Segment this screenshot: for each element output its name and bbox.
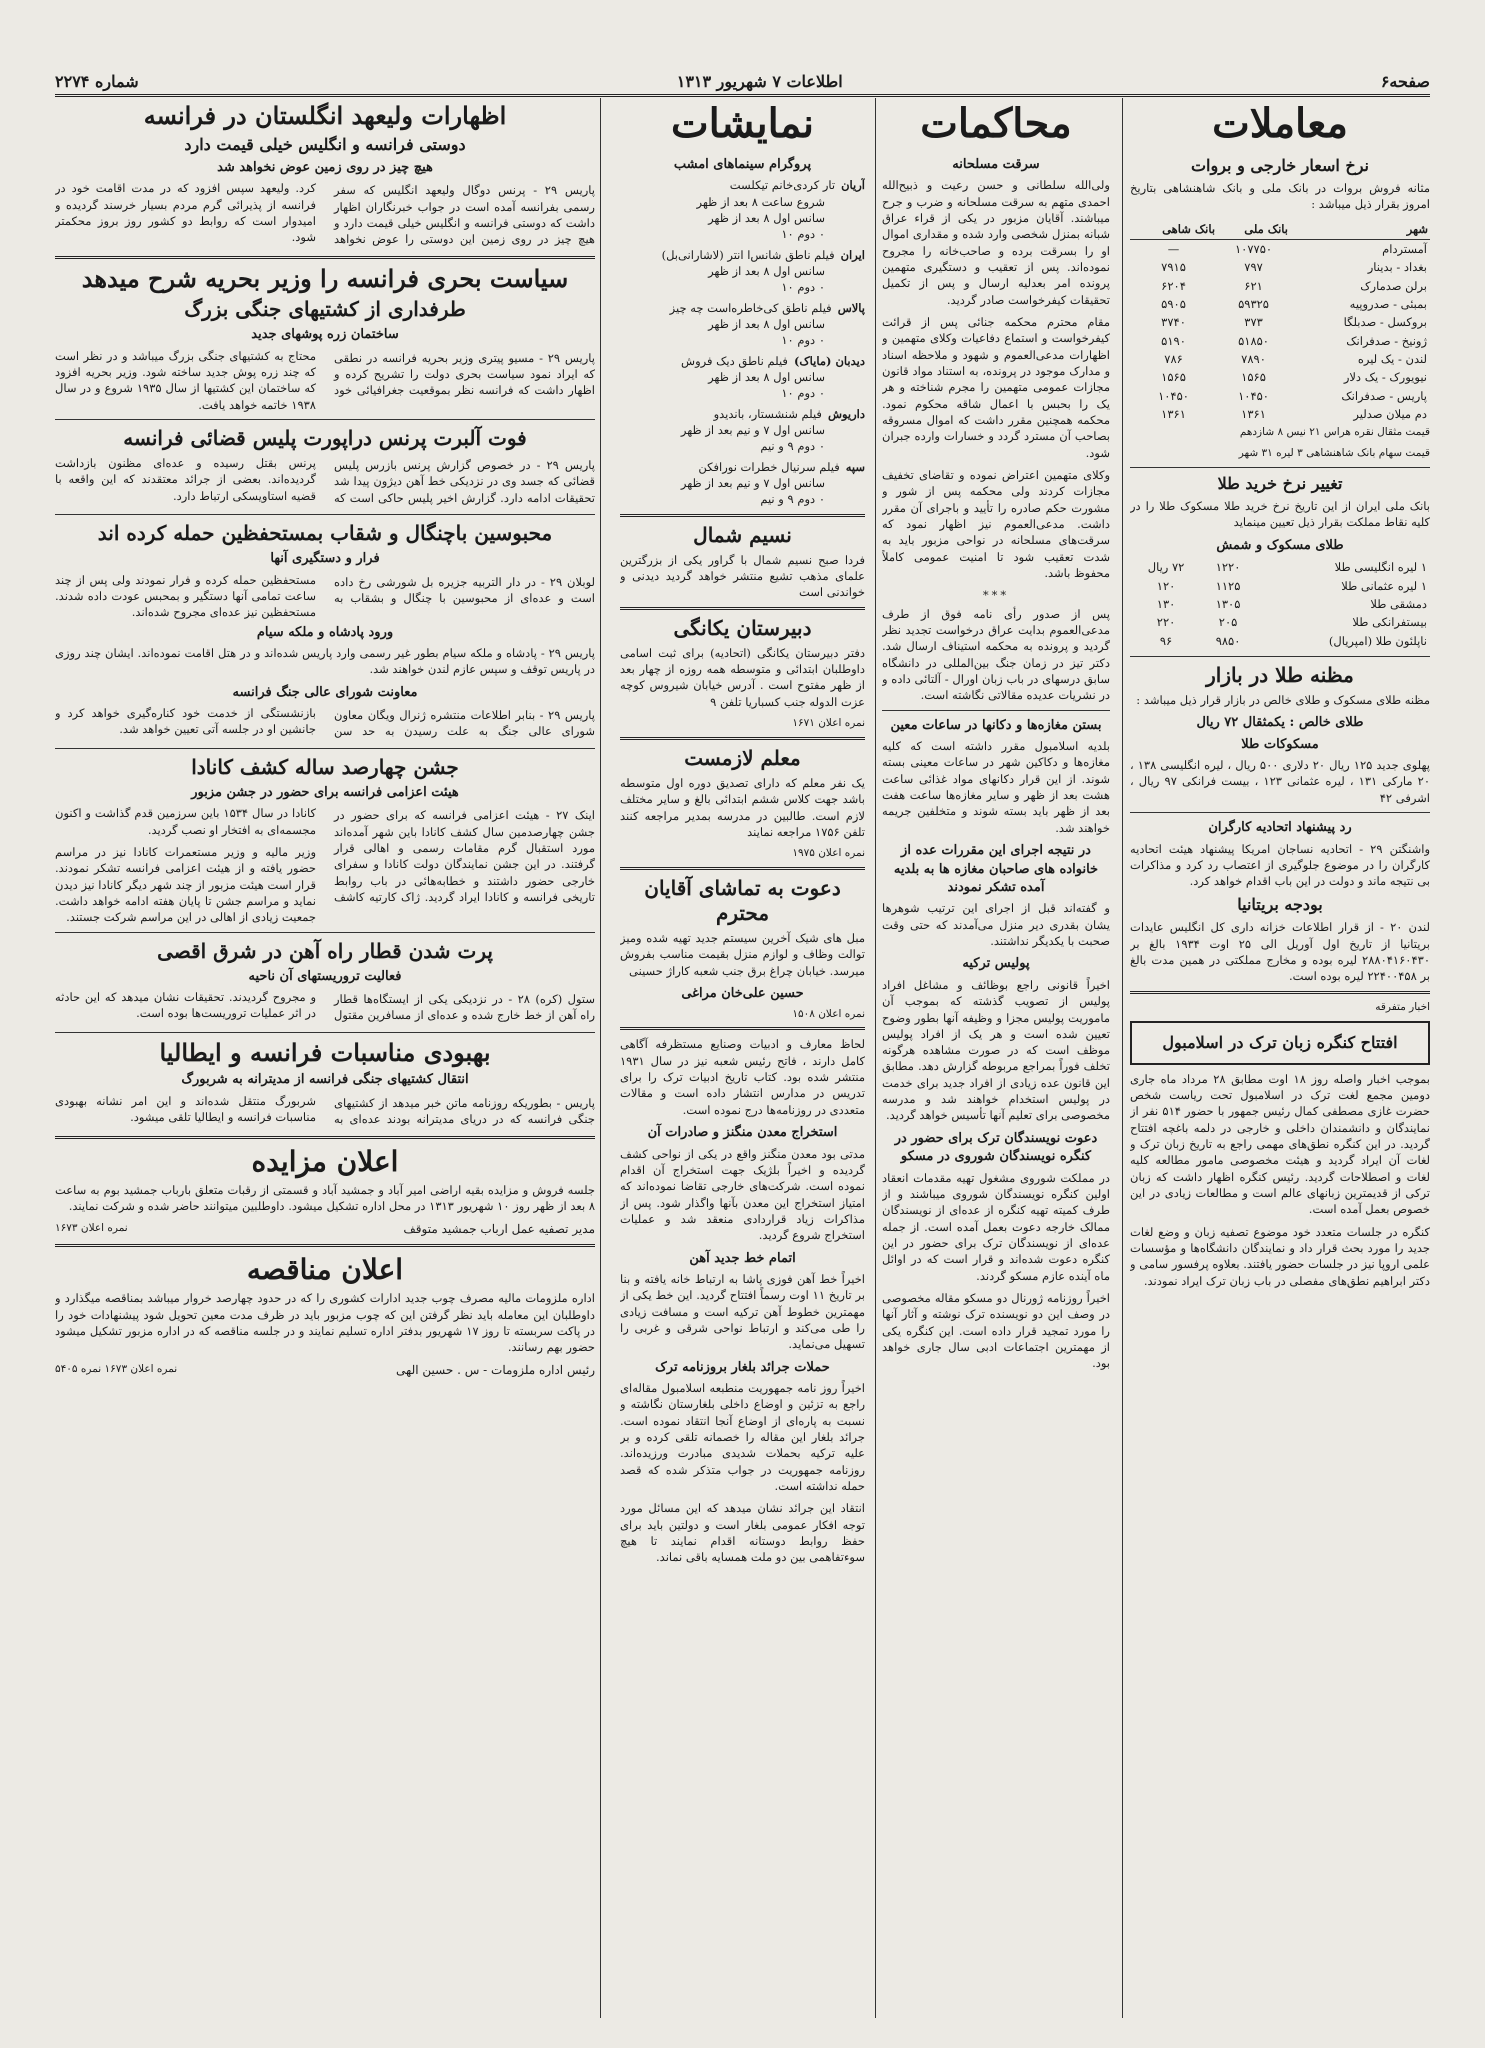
rate-cell: پاریس - صدفرانک [1341, 388, 1427, 403]
rate-cell: لندن - یک لیره [1357, 351, 1427, 366]
page-number-label: صفحه۶ [1380, 71, 1430, 91]
escape-title: فرار و دستگیری آنها [270, 551, 380, 567]
cinema-name: ایران [840, 247, 865, 262]
bazaar-text: مظنه طلای مسکوک و طلای خالص در بازار قرار ذیل میباشد : [1136, 692, 1430, 707]
rate-row [1130, 313, 1430, 331]
rate-cell: ۳۷۴۰ [1161, 315, 1186, 330]
rate-row [1130, 405, 1430, 423]
gold-cell: ۱ لیره عثمانی طلا [1341, 578, 1427, 593]
theft-text-3: وکلای متهمین اعتراض نموده و تقاضای تخفیف مجازات کردند ولی محکمه پس از شور و مشورت حکم صادره را تأیید و باجرای آن مقرر داشت. مدعی‌العموم نیز اظهار نمود که سرقت‌های مسلحانه در نواحی مزبور باید به شدت تعقیب شود تا امنیت عمومی کاملاً محفوظ باشد. [882, 468, 1110, 580]
gold-cell: ۱۲۲۰ [1215, 560, 1241, 575]
rate-cell: ۷۹۷ [1244, 260, 1263, 275]
escape-text: لوبلان ۲۹ - در دار التربیه جزیره بل شورشی رخ داده است و عده‌ای از محبوسین با چنگال و بشقاب به مستحفظین حمله کرده و فرار نمودند ولی پس از چند ساعت تمامی آنها دستگیر و بمحبس عودت داده شدند. مستحفظین نیز عده‌ای مجروح شده‌اند. [55, 572, 595, 620]
school-text: دفتر دبیرستان یکانگی (اتحادیه) برای ثبت اسامی داوطلبان ابتدائی و متوسطه همه روزه از چهار بعد از ظهر مفتوح است . آدرس خیابان شیروس کوچه عزت الدوله جنب کسباریا تلفن ۹ [620, 645, 865, 709]
rate-cell: بروکسل - صدبلگا [1343, 315, 1427, 330]
notice-text: لحاظ معارف و ادبیات وصنایع مستظرفه آگاهی کامل دارند ، فاتح رئیس شعبه نیز در سال ۱۹۳۱ منتشر شده بود. کتاب تاریخ ادبیات ترک را برای تدریس در مدارس انتشار داده است و مقالات متعددی در روزنامه‌ها درج نموده است. [620, 1037, 865, 1117]
fx-rate-table [1130, 219, 1430, 424]
police-title: پولیس ترکیه [962, 956, 1030, 972]
shows-title: نمایشات [670, 100, 815, 147]
gold-cell: دمشقی طلا [1370, 596, 1427, 611]
prisoner-title: محبوسین باچنگال و شقاب بمستحفظین حمله کرده اند [97, 521, 553, 546]
invite-owner: حسین علی‌خان مراغی [681, 986, 804, 1002]
rate-row [1130, 332, 1430, 350]
auction-signature: مدیر تصفیه عمل ارباب جمشید متوقف [403, 1221, 595, 1236]
headline: اظهارات ولیعهد انگلستان در فرانسه [143, 101, 507, 130]
gold-cell: ۲۰۵ [1218, 615, 1238, 630]
rate-cell: بمبئی - صدروپیه [1349, 296, 1427, 311]
separator-stars: *** [982, 588, 1010, 603]
auction-text: جلسه فروش و مزایده بقیه اراضی امیر آباد و جمشید آباد و قسمتی از رقبات متعلق بارباب جمشید بوم به ساعت ۸ بعد از ظهر روز ۱۰ شهریور ۱۳۱۳ در محل اداره تشکیل میشود. داوطلبین میتوانند حاضر شده و شرکت نمایند. [55, 1183, 595, 1214]
council-text: پاریس ۲۹ - بنابر اطلاعات منتشره ژنرال ویگان معاون شورای عالی جنگ به علت رسیدن به حد سن بازنشستگی از خدمت خود کناره‌گیری خواهد کرد و جانشین او در جلسه آتی تعیین خواهد شد. [55, 706, 595, 739]
rate-cell: ۶۲۰۴ [1161, 278, 1186, 293]
train-title: پرت شدن قطار راه آهن در شرق اقصی [157, 938, 493, 963]
cinema-session: سانس اول ۷ و نیم بعد از ظهر [680, 423, 825, 438]
rail-title: اتمام خط جدید آهن [689, 1250, 796, 1266]
school-title: دبیرستان یکانگی [673, 615, 812, 640]
gold-cell: ۱۳۰۵ [1215, 596, 1241, 611]
rate-row [1130, 258, 1430, 276]
rate-cell: برلن صدمارک [1360, 278, 1427, 293]
budget-title: بودجه بریتانیا [1237, 895, 1323, 915]
rate-cell: ۵۹۰۵ [1161, 296, 1186, 311]
cinema-session: ۰ دوم ۹ و نیم [760, 439, 825, 454]
nasim-text: فردا صبح نسیم شمال با گراور یکی از بزرگترین علمای مذهب تشیع منتشر خواهد گردید دیدنی و خواندنی است [620, 552, 865, 600]
column-foreign-news [55, 98, 595, 2028]
rate-row [1130, 387, 1430, 405]
rate-table-header: شهر [1290, 219, 1430, 240]
article-1-text: پاریس ۲۹ - پرنس دوگال ولیعهد انگلیس که سفر رسمی بفرانسه آمده است در جواب خبرنگاران اظهار داشت که دوستی فرانسه و انگلیس خیلی قیمت دارد و هیچ چیز در روی زمین این دوستی را عوض نخواهد کرد. ولیعهد سپس افزود که در مدت اقامت خود در فرانسه از پذیرائی گرم مردم بسیار خرسند گردیده و امیدوار است که روابط دو کشور روز بروز محکمتر شود. [55, 181, 595, 247]
gold-cell: ۱ لیره انگلیسی طلا [1334, 560, 1427, 575]
invite-text: مبل های شیک آخرین سیستم جدید تهیه شده ومیز توالت وظاف و لوازم منزل بقیمت مناسب بفروش میرسد. خیابان چراغ برق جنب شعبه کاراژ حسینی [620, 931, 865, 978]
workers-text: واشنگتن ۲۹ - اتحادیه نساجان امریکا پیشنهاد هیئت اتحادیه کارگران را در موضوع جلوگیری از اعتصاب رد کرد و مذاکرات بی نتیجه ماند و دولت در این باب اقدام خواهد کرد. [1130, 841, 1430, 889]
navy-title: سیاست بحری فرانسه را وزیر بحریه شرح میدهد [81, 263, 569, 293]
cinema-entry [620, 459, 865, 508]
shops-text: بلدیه اسلامبول مقرر داشته است که کلیه مغازه‌ها و دکاکین شهر در ساعات معینی بسته شوند. از این قرار دکانهای مواد غذائی ساعت هشت بعد از ظهر و سایر مغازه‌ها ساعت هفت بعد از ظهر باید بسته شوند و متخلفین جریمه خواهند شد. [882, 739, 1110, 835]
bulgar-text-2: انتقاد این جرائد نشان میدهد که این مسائل مورد توجه افکار عمومی بلغار است و دولتین باید برای حفظ روابط دوستانه اقدام نمایند تا هیچ سوءتفاهمی بین دو ملت همسایه باقی نماند. [620, 1501, 865, 1565]
cinema-session: شروع ساعت ۸ بعد از ظهر [696, 194, 825, 209]
mine-title: استخراج معدن منگنز و صادرات آن [647, 1125, 838, 1141]
fx-heading: نرخ اسعار خارجی و بروات [1190, 156, 1370, 175]
bulgar-text: اخیراً روز نامه جمهوریت منطبعه اسلامبول مقاله‌ای راجع به تزئین و اوضاع داخلی بلغارستان نگاشته و نسبت به پاره‌ای از اوضاع آنجا انتقاد نموده است. جرائد بلغار این مقاله را خصمانه تلقی کرده و بر علیه ترکیه بحملات شدیدی مبادرت ورزیده‌اند. روزنامه جمهوریت در جواب متذکر شده که قصد حمله نداشته است. [620, 1381, 865, 1494]
teacher-ad-number: نمره اعلان ۱۹۷۵ [792, 847, 865, 860]
rate-row [1130, 350, 1430, 368]
rate-cell: ۱۵۶۵ [1161, 370, 1186, 385]
issue-number: شماره ۲۲۷۴ [55, 71, 139, 91]
rate-table-header: بانک شاهی [1130, 219, 1217, 240]
gold-row [1130, 613, 1430, 631]
cinema-film: فیلم سرنیال خطرات نورافکن [698, 459, 840, 474]
lecture-text: پس از صدور رأی نامه فوق از طرف مدعی‌العموم بدایت عراق درخواست تجدید نظر گردید و پرونده به محکمه استیناف ارسال شد. دکتر تیز در زمان جنگ بین‌المللی در دانشگاه سابق درسهای در باب زبان اورال - آلتائی داده و در نشریات عدیده مقالاتی نگاشته است. [882, 606, 1110, 703]
cinema-name: داریوش [827, 406, 865, 421]
rate-cell: ۱۵۶۵ [1241, 370, 1266, 385]
rail-text: اخیراً خط آهن فوزی پاشا به ارتباط خانه یافته و بنا بر تاریخ ۱۱ اوت رسماً افتتاح گردید. این خط یکی از مهمترین خطوط آهن ترکیه است و مسافت زیادی را طی می‌کند و ارتباط نواحی شرقی و غربی را تسهیل می‌نماید. [620, 1271, 865, 1352]
gold-cell: ۱۱۲۵ [1215, 578, 1241, 593]
rate-cell: ۵۱۸۵۰ [1238, 333, 1269, 348]
rate-cell: آمستردام [1382, 241, 1427, 256]
canada-text-2: وزیر مالیه و وزیر مستعمرات کانادا نیز در مراسم حضور یافته و از هیئت اعزامی فرانسه تشکر نمودند. قرار است هیئت مزبور از چند شهر دیگر کانادا نیز دیدن نماید و مراسم جشن تا پایان هفته ادامه خواهد داشت. جمعیت زیادی از اهالی در این مراسم شرکت جستند. [55, 844, 316, 925]
congress-text-2: کنگره در جلسات متعدد خود موضوع تصفیه زبان و وضع لغات جدید را مورد بحث قرار داد و نمایندگان دانشگاه‌ها و مؤسسات علمی اروپا نیز در جلسات حضور یافتند. بعلاوه پرفسور سامی و دکتر ابراهیم نطق‌های مفصلی در باب زبان ترک ایراد نمودند. [1130, 1224, 1430, 1288]
auction-ad-number: نمره اعلان ۱۶۷۳ [55, 1221, 128, 1234]
cinema-session: سانس اول ۸ بعد از ظهر [708, 370, 825, 385]
coins-title: مسکوکات طلا [1241, 736, 1319, 752]
cinema-entry [620, 247, 865, 296]
relations-sub: انتقال کشتیهای جنگی فرانسه از مدیترانه به شربورگ [181, 1072, 469, 1088]
gold-row [1130, 558, 1430, 576]
navy-text: پاریس ۲۹ - مسیو پیتری وزیر بحریه فرانسه در نطقی که ایراد نمود سیاست بحری دولت را تشریح کرده و اظهار داشت که فرانسه نظر بموقعیت جغرافیائی خود محتاج به کشتیهای جنگی بزرگ میباشد و در نظر است که چند زره پوش جدید ساخته شود. وزیر بحریه افزود که ساختمان این کشتیها از سال ۱۹۳۵ شروع و در سال ۱۹۳۸ خاتمه خواهد یافت. [55, 348, 595, 412]
writers-title: دعوت نویسندگان ترک برای حضور در کنگره نویسندگان شوروی در مسکو [894, 1130, 1098, 1165]
gold-cell: ۱۳۰ [1156, 596, 1176, 611]
rate-cell: ۶۲۱ [1244, 278, 1263, 293]
cinema-film: فیلم ناطق شانس‌ا انتر (لاشارانی‌بل) [661, 247, 835, 262]
rate-cell: بغداد - بدینار [1367, 260, 1427, 275]
bulgar-title: حملات جرائد بلغار بروزنامه ترک [655, 1359, 830, 1375]
auction-title: اعلان مزایده [251, 1144, 399, 1178]
tender-text: اداره ملزومات مالیه مصرف چوب جدید ادارات کشوری را که در حدود چهارصد خروار میباشد بمناقصه میگذارد و داوطلبان این معامله باید نظر گرفتن این که چوب مزبور باید در ظرف مدت معین تحویل شود پیشنهادات خود را در پاکت سربسته تا روز ۱۷ شهریور بدفتر اداره تسلیم نمایند و در جلسه مناقصه که در اداره مزبور تشکیل میشود حضور بهم رسانند. [55, 1291, 595, 1355]
rate-cell: ۷۸۹۰ [1241, 351, 1266, 366]
king-title: ورود پادشاه و ملکه سیام [256, 624, 394, 640]
fx-intro: مثانه فروش بروات در بانک ملی و بانک شاهنشاهی بتاریخ امروز بقرار ذیل میباشد : [1130, 181, 1430, 212]
cinema-session: سانس اول ۸ بعد از ظهر [708, 264, 825, 279]
cinema-session: ۰ دوم ۱۰ [781, 333, 825, 348]
rate-cell: ۱۳۶۱ [1241, 406, 1266, 421]
cinema-session: سانس اول ۸ بعد از ظهر [708, 211, 825, 226]
rate-cell: ۱۰۴۵۰ [1158, 388, 1189, 403]
rate-cell: — [1167, 241, 1180, 256]
gold-cell: ۹۸۵۰ [1215, 633, 1241, 648]
writers-text-2: اخیراً روزنامه ژورنال دو مسکو مقاله مخصوصی در وصف این دو نویسنده ترک نوشته و آثار آنها را مورد تمجید قرار داده است. این کنگره یکی از مهمترین اجتماعات ادبی سال جاری خواهد بود. [882, 1291, 1110, 1371]
gold-row [1130, 632, 1430, 650]
budget-text: لندن ۲۰ - از قرار اطلاعات خزانه داری کل انگلیس عایدات بریتانیا از تاریخ اول آوریل الی ۲۵ اوت ۱۹۳۴ بالغ بر ۲۸۸۰۴۱۶۰۴۳۰ لیره بوده و مخارج مملکتی در همین مدت بالغ بر ۲۲۴۰۰۴۵۸ لیره بوده است. [1130, 920, 1430, 984]
gold-change-text: بانک ملی ایران از این تاریخ نرخ خرید طلا مسکوک طلا را در کلیه نقاط مملکت بقرار ذیل تعیین مینماید [1130, 499, 1430, 530]
headline-sub-1: دوستی فرانسه و انگلیس خیلی قیمت دارد [184, 134, 466, 154]
invite-title: دعوت به تماشای آقایان محترم [644, 876, 841, 926]
train-text: ستول (کره) ۲۸ - در نزدیکی یکی از ایستگاه‌ها قطار راه آهن از خط خارج شده و عده‌ای از مسافرین مقتول و مجروح گردیدند. تحقیقات نشان میدهد که این حادثه در اثر عملیات تروریست‌ها بوده است. [55, 989, 595, 1023]
gold-row [1130, 595, 1430, 613]
gold-rate-table [1130, 558, 1430, 650]
cinema-name: دیدبان (مایاک) [793, 353, 865, 368]
cinema-film: فیلم ناطق کی‌خاطره‌است چه چیز [669, 300, 832, 315]
gold-cell: ناپلئون طلا (امپریال) [1328, 633, 1427, 648]
rate-cell: ۷۸۶ [1164, 351, 1183, 366]
congress-text: بموجب اخبار واصله روز ۱۸ اوت مطابق ۲۸ مرداد ماه جاری دومین مجمع لغت ترک در اسلامبول تحت ریاست شخص حضرت غازی مصطفی کمال رئیس جمهور با حضور ۵۱۴ نفر از نمایندگان و دانشمندان داخلی و خارجی در دلمه باغچه افتتاح گردید. در این کنگره نطق‌های مهمی راجع به تاریخ زبان ترک و لغات آن ایراد گردید و هیئت مخصوصی مامور مطالعه کلیه لغات و اصطلاحات گردید. رئیس کنگره اظهار داشت که زبان ترکی از قدیمترین زبانهای عالم است و مطالعات زیادی در این خصوص بعمل آمده است. [1130, 1071, 1430, 1217]
teacher-title: معلم لازمست [684, 745, 801, 770]
nasim-title: نسیم شمال [693, 522, 792, 547]
cinema-entry [620, 353, 865, 402]
rate-row [1130, 295, 1430, 313]
writers-text: در مملکت شوروی مشغول تهیه مقدمات انعقاد اولین کنگره نویسندگان شوروی میباشند و از طرف کمیته تهیه کنگره از عده‌ای از نویسندگان ممالک خارجه دعوت بعمل آمده است. از جمله عده‌ای از نویسندگان ترک برای حضور در این کنگره دعوت شده‌اند و قرار است که در اوائل ماه آینده عازم مسکو گردند. [882, 1170, 1110, 1283]
tender-ad-number: نمره اعلان ۱۶۷۳ نمره ۵۴۰۵ [55, 1362, 178, 1375]
rate-cell: ۵۱۹۰ [1161, 333, 1186, 348]
bazaar-title: مظنه طلا در بازار [1206, 662, 1354, 687]
cinema-session: سانس اول ۸ بعد از ظهر [708, 317, 825, 332]
canada-text: اینک ۲۷ - هیئت اعزامی فرانسه که برای حضور در جشن چهارصدمین سال کشف کانادا باین شهر آمده‌اند مورد استقبال گرم مقامات رسمی و اهالی قرار گرفتند. در این جشن نمایندگان دولت کانادا و سفرای خارجی حضور داشتند و خطابه‌هائی در باب روابط تاریخی فرانسه و کانادا ایراد گردید. ژاک کارتیه کاشف کانادا در سال ۱۵۳۴ باین سرزمین قدم گذاشت و اکنون مجسمه‌ای به افتخار او نصب گردید. [55, 806, 595, 904]
cinema-entry [620, 300, 865, 349]
rate-cell: ۱۰۴۵۰ [1238, 388, 1269, 403]
column-finance [1130, 98, 1430, 2028]
gold-change-title: تغییر نرخ خرید طلا [1217, 474, 1343, 494]
theft-text-2: مقام محترم محکمه جنائی پس از قرائت کیفرخواست و استماع دفاعیات وکلای متهمین و اظهارات مدعی‌العموم و شهود و ملاحظه اسناد و مدارک موجود در پرونده، به استناد مواد قانون مجازات عمومی متهمین را مجرم شناخته و هر یک را بحبس با اعمال شاقه محکوم نمود. محکمه همچنین مقرر داشت که اموال مسروقه بصاحب آن مسترد گردد و خسارات وارده جبران شود. [882, 315, 1110, 460]
cinema-session: ۰ دوم ۱۰ [781, 280, 825, 295]
cinema-entry [620, 406, 865, 455]
prince-text: پاریس ۲۹ - در خصوص گزارش پرنس بازرس پلیس قضائی که جسد وی در نزدیکی خط آهن دیژون پیدا شد تحقیقات ادامه دارد. گزارش اخیر پلیس حاکی است که پرنس بقتل رسیده و عده‌ای مظنون بازداشت گردیده‌اند. بعضی از جرائد معتقدند که این واقعه با قضیه استاویسکی ارتباط دارد. [55, 456, 595, 505]
column-shows [620, 98, 865, 2028]
mine-text: مدتی بود معدن منگنز واقع در یکی از نواحی کشف گردیده و اخیراً بلژیک جهت استخراج آن اقدام نموده است. شرکت‌های خارجی تقاضا نموده‌اند که امتیاز استخراج این معدن بآنها واگذار شود. پس از مذاکرات زیاد قراردادی منعقد شد و عملیات استخراج شروع گردید. [620, 1146, 865, 1243]
relations-title: بهبودی مناسبات فرانسه و ایطالیا [159, 1037, 491, 1067]
cinema-session: سانس اول ۷ و نیم بعد از ظهر [680, 476, 825, 491]
cinema-film: تار کردی‌خانم تیکلست [729, 178, 836, 193]
bazaar-line: طلای خالص : یکمثقال ۷۲ ریال [1196, 715, 1364, 731]
council-title: معاونت شورای عالی جنگ فرانسه [232, 684, 418, 700]
gold-table-title: طلای مسکوک و شمش [1216, 537, 1344, 553]
cinema-film: فیلم شنشستار، باندیدو [713, 406, 822, 421]
silver-line: قیمت مثقال نقره هراس ۲۱ نیس ۸ شازدهم [1239, 426, 1430, 439]
gold-cell: ۲۲۰ [1156, 615, 1176, 630]
rate-table-header: بانک ملی [1217, 219, 1290, 240]
news-label: اخبار متفرقه [1375, 1000, 1430, 1013]
rate-cell: ۷۹۱۵ [1161, 260, 1186, 275]
invite-ad-number: نمره اعلان ۱۵۰۸ [792, 1007, 865, 1020]
gold-row [1130, 577, 1430, 595]
silver-note: قیمت سهام بانک شاهنشاهی ۳ لیره ۳۱ شهر [1238, 447, 1430, 460]
rate-row [1130, 277, 1430, 295]
congress-box [1130, 1021, 1430, 1065]
rate-cell: ۳۷۳ [1244, 315, 1263, 330]
rate-row [1130, 239, 1430, 258]
gold-cell: بیستفرانکی طلا [1352, 615, 1427, 630]
cinema-session: ۰ دوم ۱۰ [781, 227, 825, 242]
canada-title: جشن چهارصد ساله کشف کانادا [191, 754, 459, 779]
train-sub: فعالیت تروریستهای آن ناحیه [248, 968, 402, 984]
gold-cell: ۷۲ ریال [1147, 560, 1185, 575]
cinema-film: فیلم ناطق دیک فروش [681, 353, 788, 368]
king-text: پاریس ۲۹ - پادشاه و ملکه سیام بطور غیر رسمی وارد پاریس شده‌اند و در هتل اقامت نموده‌اند. ایشان چند روزی در پاریس توقف و سپس عازم لندن خواهند شد. [55, 646, 595, 677]
finance-title: معاملات [1212, 100, 1348, 147]
cinema-session: ۰ دوم ۹ و نیم [760, 492, 825, 507]
relations-text: پاریس - بطوریکه روزنامه ماتن خبر میدهد از کشتیهای جنگی فرانسه که در دریای مدیترانه بودند عده‌ای به شربورگ منتقل شده‌اند و این امر نشانه بهبودی مناسبات فرانسه و ایطالیا تلقی میشود. [55, 1093, 595, 1127]
workers-title: رد پیشنهاد اتحادیه کارگران [1208, 820, 1352, 836]
shops-title: بستن مغازه‌ها و دکانها در ساعات معین [890, 717, 1102, 733]
gold-cell: ۱۲۰ [1156, 578, 1176, 593]
rate-cell: ۱۰۷۷۵۰ [1235, 241, 1273, 256]
tender-signature: رئیس اداره ملزومات - س . حسین الهی [396, 1362, 595, 1377]
rate-cell: ژونیخ - صدفرانک [1346, 333, 1427, 348]
law-title: در نتیجه اجرای این مقررات عده از خانواده های صاحبان مغازه ها به بلدیه آمده تشکر نمودند [893, 843, 1099, 895]
tender-title: اعلان مناقصه [246, 1252, 404, 1286]
cinema-name: پالاس [837, 300, 865, 315]
cinema-name: آریان [841, 178, 865, 193]
theft-title: سرقت مسلحانه [952, 157, 1040, 172]
rate-cell: نیویورک - یک دلار [1343, 370, 1427, 385]
programs-title: پروگرام سینماهای امشب [673, 157, 812, 172]
rate-cell: ۱۳۶۱ [1161, 406, 1186, 421]
cinema-name: سپه [845, 459, 865, 474]
rate-cell: ۵۹۳۲۵ [1238, 296, 1269, 311]
headline-sub-2: هیچ چیز در روی زمین عوض نخواهد شد [217, 159, 433, 175]
column-courts [882, 98, 1110, 2028]
cinema-list [620, 177, 865, 507]
prince-title: فوت آلبرت پرنس دراپورت پلیس قضائی فرانسه [123, 426, 527, 451]
courts-title: محاکمات [920, 100, 1072, 147]
police-text: اخیراً قانونی راجع بوظائف و مشاغل افراد پولیس از تصویب گذشته که بموجب آن ماموریت پولیس مجزا و وظیفه آنها بطور وضوح تعیین شده است و هر یک از افراد پولیس موظف است که در صورت مشاهده هرگونه تخلف فوراً بمراجع مربوطه گزارش دهد. مطابق این قانون عده زیادی از افراد جدید برای خدمت در پولیس استخدام خواهند شد و مدرسه مخصوصی برای تعلیم آنها تأسیس خواهد گردید. [882, 977, 1110, 1123]
school-ad-number: نمره اعلان ۱۶۷۱ [792, 716, 865, 729]
navy-sub: طرفداری از کشتیهای جنگی بزرگ [184, 297, 466, 322]
cinema-session: ۰ دوم ۱۰ [781, 386, 825, 401]
rate-row [1130, 368, 1430, 386]
teacher-text: یک نفر معلم که دارای تصدیق دوره اول متوسطه باشد جهت کلاس ششم ابتدائی بالغ و سایر مختلف لازم است. طالبین در مدرسه بمدیر مراجعه کنند تلفن ۱۷۵۶ مراجعه نمایند [620, 775, 865, 839]
rate-cell: دم میلان صدلیر [1353, 406, 1427, 421]
newspaper-title-date: اطلاعات ۷ شهریور ۱۳۱۳ [676, 71, 843, 91]
coins-text: پهلوی جدید ۱۲۵ ریال ۲۰ دلاری ۵۰۰ ریال ، لیره انگلیسی ۱۳۸ ، ۲۰ مارکی ۱۳۱ ، لیره عثمانی ۱۲۳ ، بیست فرانکی ۹۷ ریال ، اشرفی ۴۲ [1130, 758, 1430, 805]
cinema-entry [620, 177, 865, 242]
navy-sub-2: ساختمان زره پوشهای جدید [251, 327, 399, 343]
masthead [55, 68, 1430, 97]
canada-sub: هیئت اعزامی فرانسه برای حضور در جشن مزبور [191, 784, 459, 800]
law-text: و گفته‌اند قبل از اجرای این ترتیب شوهرها یشان بقدری دیر منزل می‌آمدند که حتی وقت صحبت با یکدیگر نداشتند. [882, 901, 1110, 949]
theft-text: ولی‌الله سلطانی و حسن رعیت و ذبیح‌الله احمدی متهم به سرقت مسلحانه و ضرب و جرح میباشند. آقایان مزبور در یکی از قراء عراق شبانه بمنزل شخصی وارد شده و مقداری اموال او را بسرقت برده و صاحب‌خانه را مجروح نموده‌اند. پس از تعقیب و دستگیری متهمین پرونده امر بعدلیه ارسال و پس از تکمیل تحقیقات کیفرخواست صادر گردید. [882, 178, 1110, 307]
gold-cell: ۹۶ [1159, 633, 1173, 648]
congress-title: افتتاح کنگره زبان ترک در اسلامبول [1162, 1032, 1398, 1052]
